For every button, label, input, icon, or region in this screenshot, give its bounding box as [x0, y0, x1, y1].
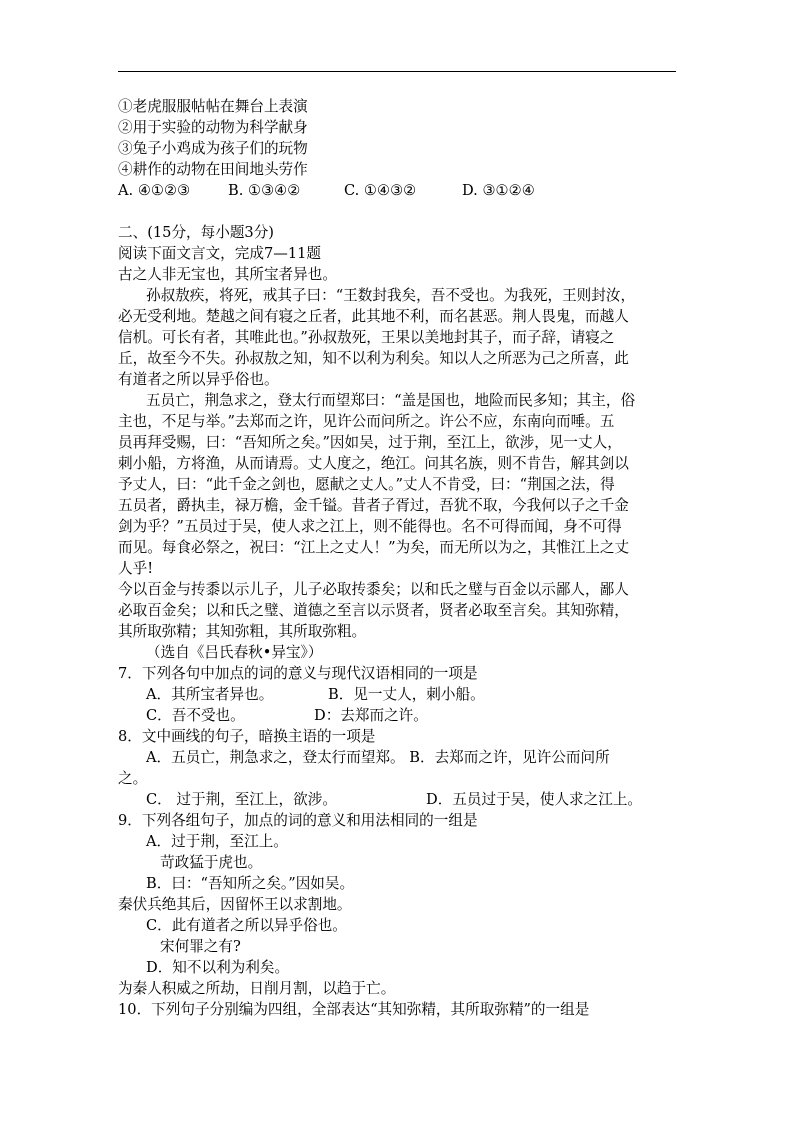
header-rule [118, 71, 676, 72]
passage-line: 予丈人，曰：“此千金之剑也，愿献之丈人。”丈人不肯受，曰：“荆国之法，得 [118, 476, 615, 493]
q9-stem: 9．下列各组句子，加点的词的意义和用法相同的一组是 [118, 812, 478, 829]
passage-line: 主也，不足与举。”去郑而之许，见许公而问所之。许公不应，东南向而唾。五 [118, 413, 615, 430]
passage-line: 有道者之所以异乎俗也。 [118, 371, 279, 388]
q9-option-a-2: 苛政猛于虎也。 [160, 854, 263, 871]
q9-option-b-1: B．曰：“吾知所之矣。”因如吴。 [146, 875, 355, 892]
q6-item-3: ③兔子小鸡成为孩子们的玩物 [118, 140, 308, 157]
q6-option-b: B. ①③④② [228, 182, 301, 199]
passage-line: 今以百金与抟黍以示儿子，儿子必取抟黍矣；以和氏之璧与百金以示鄙人，鄙人 [118, 581, 629, 598]
passage-line: 其所取弥精；其知弥粗，其所取弥粗。 [118, 623, 367, 640]
q6-item-4: ④耕作的动物在田间地头劳作 [118, 161, 308, 178]
q9-option-d-1: D．知不以利为利矣。 [146, 959, 290, 976]
passage-line: 必无受利地。楚越之间有寝之丘者，此其地不利，而名甚恶。荆人畏鬼，而越人 [118, 308, 629, 325]
q9-option-a-1: A．过于荆，至江上。 [146, 833, 288, 850]
q6-option-c: C. ①④③② [344, 182, 417, 199]
q9-option-d-2: 为秦人积威之所劫，日削月割，以趋于亡。 [118, 980, 396, 997]
q7-option-a: A．其所宝者异也。 [146, 686, 274, 703]
q8-options-ab: A．五员亡，荆急求之，登太行而望郑。 B．去郑而之许，见许公而问所 [146, 749, 610, 766]
section-heading: 二、(15分，每小题3分) [118, 224, 274, 241]
q7-option-b: B．见一丈人，刺小船。 [328, 686, 485, 703]
passage-line: 员再拜受赐，曰：“吾知所之矣。”因如吴，过于荆，至江上，欲涉，见一丈人， [118, 434, 622, 451]
q6-item-1: ①老虎服服帖帖在舞台上表演 [118, 98, 308, 115]
q8-options-row-2 [118, 789, 678, 810]
q6-option-a: A. ④①②③ [118, 182, 191, 199]
q10-stem: 10．下列句子分别编为四组，全部表达“其知弥精，其所取弥精”的一组是 [118, 1001, 590, 1018]
passage-line: 五员亡，荆急求之，登太行而望郑曰：“盖是国也，地险而民多知；其主，俗 [146, 392, 636, 409]
passage-title: 古之人非无宝也，其所宝者异也。 [118, 266, 337, 283]
q8-stem: 8．文中画线的句子，暗换主语的一项是 [118, 728, 376, 745]
passage-line: 丘，故至今不失。孙叔敖之知，知不以利为利矣。知以人之所恶为己之所喜，此 [118, 350, 629, 367]
passage-line: 刺小船，方将渔，从而请焉。丈人度之，绝江。问其名族，则不肯告，解其剑以 [118, 455, 629, 472]
q8-option-c: C． 过于荆，至江上，欲涉。 [146, 791, 337, 808]
q8-option-d: D．五员过于吴，使人求之江上。 [426, 791, 643, 808]
q6-options [118, 180, 678, 201]
passage-line: 而见。每食必祭之，祝曰：“江上之丈人！”为矣，而无所以为之，其惟江上之丈 [118, 539, 630, 556]
passage-line: 孙叔敖疾，将死，戒其子曰：“王数封我矣，吾不受也。为我死，王则封汝， [146, 287, 636, 304]
q7-option-c: C．吾不受也。 [146, 707, 245, 724]
q6-option-d: D. ③①②④ [462, 182, 535, 199]
passage-source: （选自《吕氏春秋•异宝》） [146, 644, 323, 661]
spacer [118, 201, 678, 222]
q7-options-row-2 [118, 705, 678, 726]
passage-line: 五员者，爵执圭，禄万檐，金千镒。昔者子胥过，吾犹不取，今我何以子之千金 [118, 497, 629, 514]
passage-line: 人乎! [118, 560, 154, 577]
q7-option-d: D：去郑而之许。 [314, 707, 428, 724]
passage-line: 信机。可长有者，其唯此也。”孙叔敖死，王果以美地封其子，而子辞，请寝之 [118, 329, 615, 346]
passage-line: 必取百金矣；以和氏之璧、道德之至言以示贤者，贤者必取至言矣。其知弥精， [118, 602, 629, 619]
q9-option-c-1: C．此有道者之所以异乎俗也。 [146, 917, 347, 934]
q9-option-b-2: 秦伏兵绝其后，因留怀王以求割地。 [118, 896, 352, 913]
q8-options-ab-wrap: 之。 [118, 770, 148, 787]
q9-option-c-2: 宋何罪之有? [160, 938, 241, 955]
q7-options-row-1 [118, 684, 678, 705]
q6-item-2: ②用于实验的动物为科学献身 [118, 119, 308, 136]
passage-line: 剑为乎？”五员过于吴，使人求之江上，则不能得也。名不可得而闻，身不可得 [118, 518, 622, 535]
section-instruction: 阅读下面文言文，完成7—11题 [118, 245, 321, 262]
exam-document [118, 96, 678, 1020]
q7-stem: 7．下列各句中加点的词的意义与现代汉语相同的一项是 [118, 665, 478, 682]
